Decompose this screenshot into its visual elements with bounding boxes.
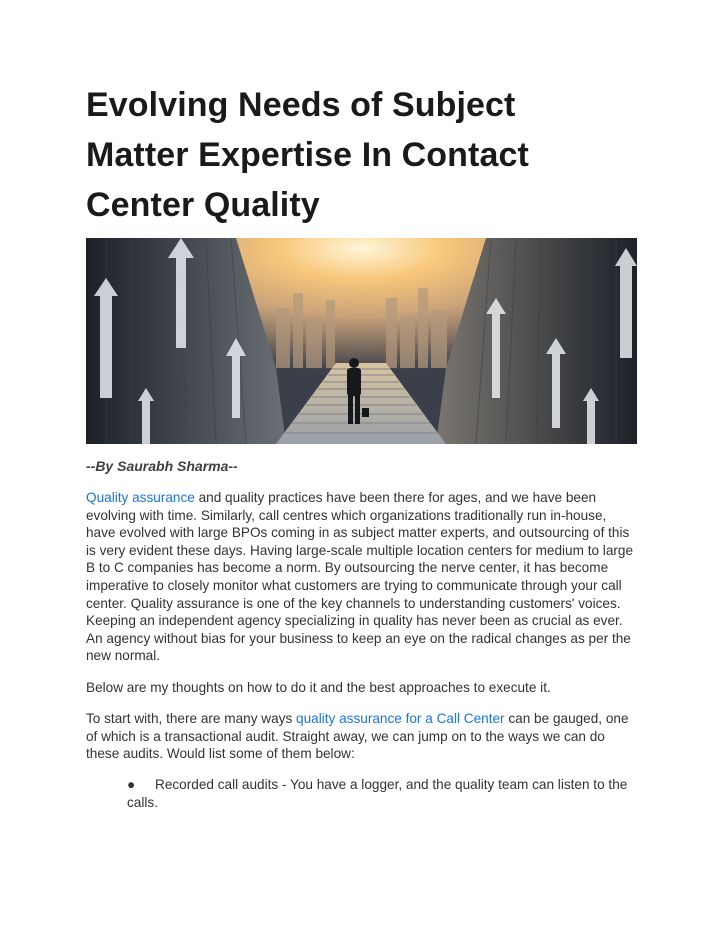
list-item-text: Recorded call audits - You have a logger, and the quality team can listen to the calls. [127, 777, 628, 810]
hero-image [86, 238, 637, 444]
page-title [86, 80, 646, 230]
title-line-2: Matter Expertise In Contact [86, 136, 529, 174]
businessman-stairs-city-arrows-image [86, 238, 637, 444]
quality-assurance-link[interactable]: Quality assurance [86, 490, 195, 505]
paragraph-ways [86, 710, 638, 763]
article-title-block [86, 80, 646, 230]
bullet-marker: ● [127, 777, 136, 792]
list-item [127, 776, 637, 811]
qa-call-center-link[interactable]: quality assurance for a Call Center [296, 711, 505, 726]
byline: --By Saurabh Sharma-- [86, 458, 238, 474]
paragraph-ways-prefix: To start with, there are many ways [86, 711, 297, 726]
title-line-3: Center Quality [86, 186, 320, 224]
paragraph-ways-suffix: can be gauged, one of which is a transactional audit. Straight away, we can jump on to the ways we can do these audits. Would list some of them below: [86, 711, 629, 762]
paragraph-intro [86, 489, 638, 665]
paragraph-thoughts: Below are my thoughts on how to do it and the best approaches to execute it. [86, 680, 551, 695]
paragraph-intro-text: and quality practices have been there for ages, and we have been evolving with time. Similarly, call centres which organizations traditionally run in-house, have evolved with large BPOs coming in as subject matter experts, and outsourcing of this is very evident these days. Having large-scale multiple location centers for medium to large B to C companies has become a norm. By outsourcing the nerve center, it has become imperative to closely monitor what customers are trying to communicate through your call center. Quality assurance is one of the key channels to understanding customers' voices. Keeping an independent agency specializing in quality has never been as crucial as ever. An agency without bias for your business to keep an eye on the radical changes as per the new normal. [86, 490, 634, 664]
title-line-1: Evolving Needs of Subject [86, 86, 516, 124]
